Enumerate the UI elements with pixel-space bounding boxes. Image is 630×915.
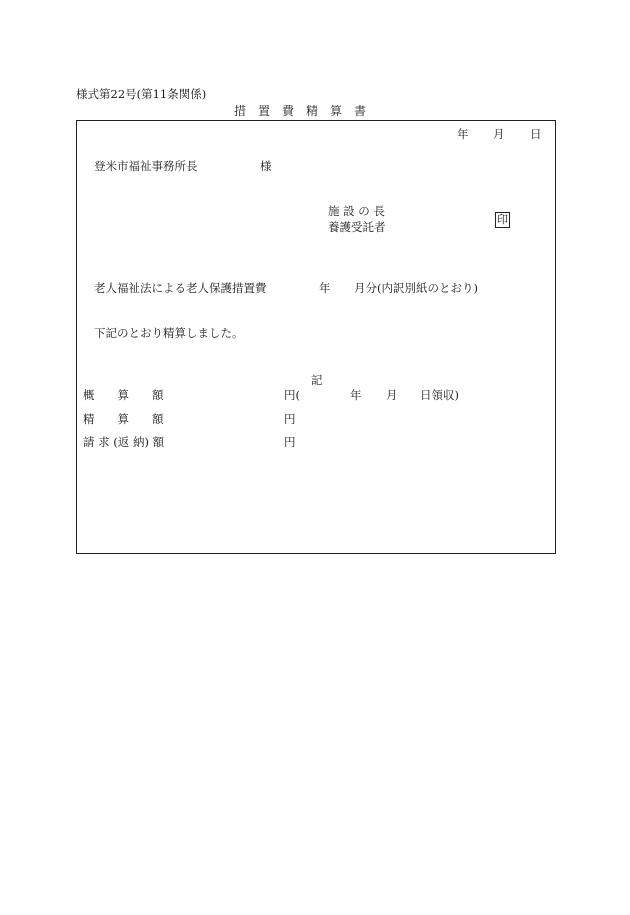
body-text: 下記のとおり精算しました。 bbox=[94, 326, 244, 340]
date-year: 年 bbox=[457, 127, 469, 141]
row-claim-refund-label: 請 求 (返 納) 額 bbox=[83, 435, 165, 449]
statement-suffix: 月分(内訳別紙のとおり) bbox=[354, 281, 478, 295]
date-month: 月 bbox=[493, 127, 505, 141]
form-number: 様式第22号(第11条関係) bbox=[76, 87, 207, 101]
statement-year: 年 bbox=[319, 281, 331, 295]
ki-heading: 記 bbox=[311, 373, 323, 387]
row-claim-refund-yen: 円 bbox=[284, 435, 296, 449]
row-estimate-year: 年 bbox=[350, 388, 362, 402]
date-day: 日 bbox=[530, 127, 542, 141]
document-title: 措 置 費 精 算 書 bbox=[234, 104, 367, 118]
row-estimate-label: 概 算 額 bbox=[83, 388, 164, 402]
row-estimate-day: 日領収) bbox=[420, 388, 459, 402]
statement-prefix: 老人福祉法による老人保護措置費 bbox=[94, 281, 267, 295]
row-settlement-yen: 円 bbox=[284, 412, 296, 426]
seal-mark: 印 bbox=[497, 213, 508, 226]
sender-facility-head: 施 設 の 長 bbox=[328, 204, 385, 218]
sender-foster-caregiver: 養護受託者 bbox=[328, 220, 386, 234]
row-settlement-label: 精 算 額 bbox=[83, 412, 164, 426]
row-estimate-month: 月 bbox=[386, 388, 398, 402]
recipient-honorific: 様 bbox=[260, 159, 272, 173]
recipient-name: 登米市福祉事務所長 bbox=[94, 159, 198, 173]
row-estimate-yen: 円( bbox=[284, 388, 300, 402]
